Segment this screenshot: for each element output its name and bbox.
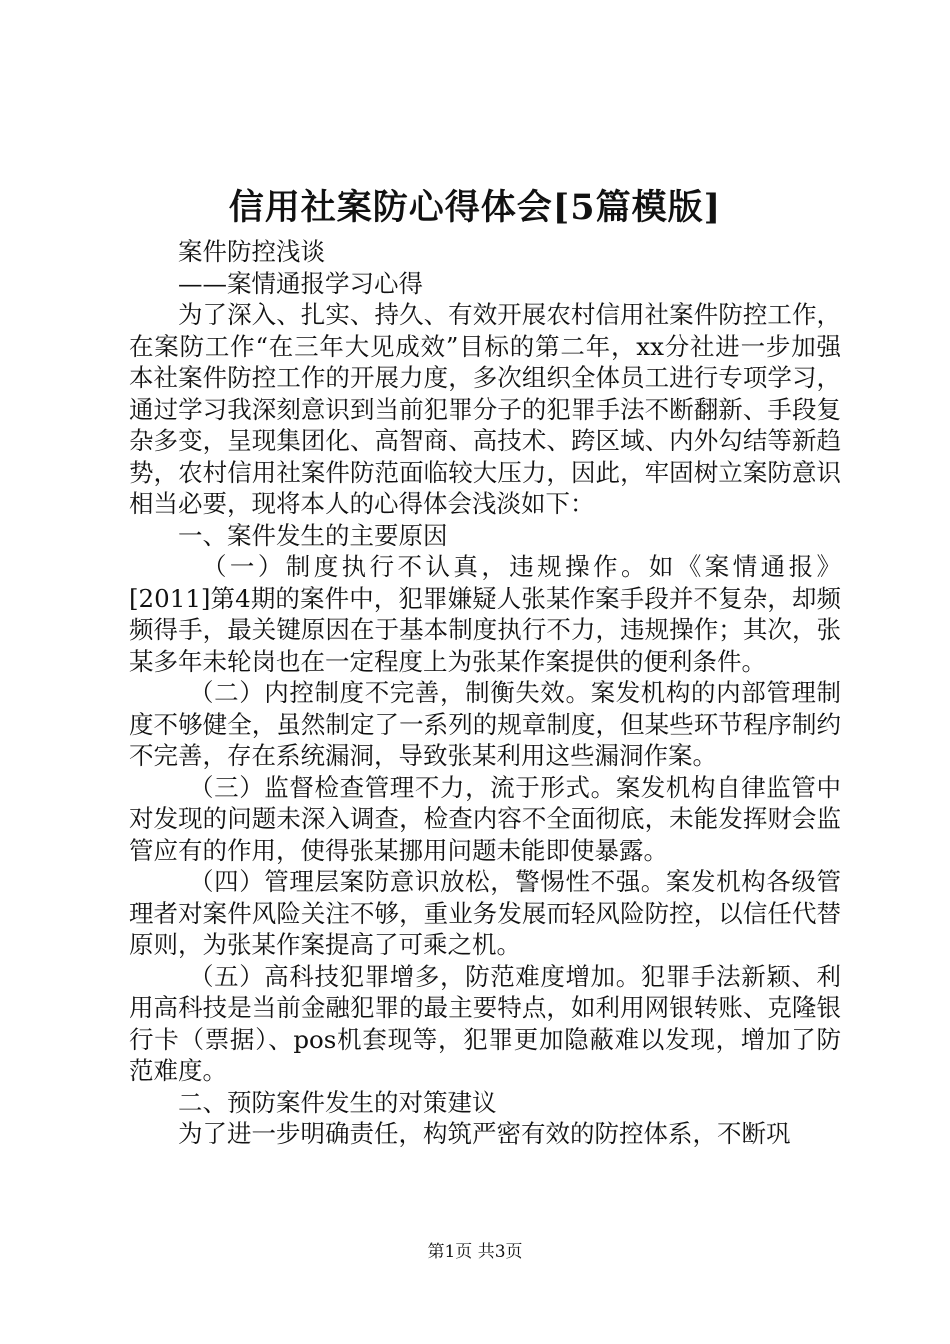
measures-intro-paragraph: 为了进一步明确责任，构筑严密有效的防控体系，不断巩 [178, 1119, 791, 1148]
section-heading-causes: 一、案件发生的主要原因 [178, 520, 448, 550]
document-title: 信用社案防心得体会[5篇模版] [228, 187, 722, 228]
cause-item-3: （三）监督检查管理不力，流于形式。案发机构自律监管中对发现的问题未深入调查，检查内容不全面彻底，未能发挥财会监管应有的作用，使得张某挪用问题未能即使暴露。 [129, 772, 841, 865]
cause-item-4: （四）管理层案防意识放松，警惕性不强。案发机构各级管理者对案件风险关注不够，重业务发展而轻风险防控，以信任代替原则，为张某作案提高了可乘之机。 [129, 867, 841, 959]
cause-item-1: （一）制度执行不认真，违规操作。如《案情通报》[2011]第4期的案件中，犯罪嫌疑人张某作案手段并不复杂，却频频得手，最关键原因在于基本制度执行不力，违规操作；其次，张某多年未轮岗也在一定程度上为张某作案提供的便利条件。 [129, 552, 841, 676]
section-heading-measures: 二、预防案件发生的对策建议 [178, 1087, 497, 1117]
cause-item-2: （二）内控制度不完善，制衡失效。案发机构的内部管理制度不够健全，虽然制定了一系列的规章制度，但某些环节程序制约不完善，存在系统漏洞，导致张某利用这些漏洞作案。 [129, 678, 841, 770]
page-number: 第1页 共3页 [427, 1242, 523, 1262]
cause-item-5: （五）高科技犯罪增多，防范难度增加。犯罪手法新颖、利用高科技是当前金融犯罪的最主要特点，如利用网银转账、克隆银行卡（票据）、pos机套现等，犯罪更加隐蔽难以发现，增加了防范难度。 [129, 961, 841, 1085]
document-body [129, 236, 841, 1150]
subtitle-secondary: ——案情通报学习心得 [178, 268, 423, 298]
intro-paragraph: 为了深入、扎实、持久、有效开展农村信用社案件防控工作，在案防工作“在三年大见成效”目标的第二年，xx分社进一步加强本社案件防控工作的开展力度，多次组织全体员工进行专项学习，通过学习我深刻意识到当前犯罪分子的犯罪手法不断翻新、手段复杂多变，呈现集团化、高智商、高技术、跨区域、内外勾结等新趋势，农村信用社案件防范面临较大压力，因此，牢固树立案防意识相当必要，现将本人的心得体会浅淡如下： [129, 300, 841, 518]
subtitle: 案件防控浅谈 [178, 237, 325, 266]
